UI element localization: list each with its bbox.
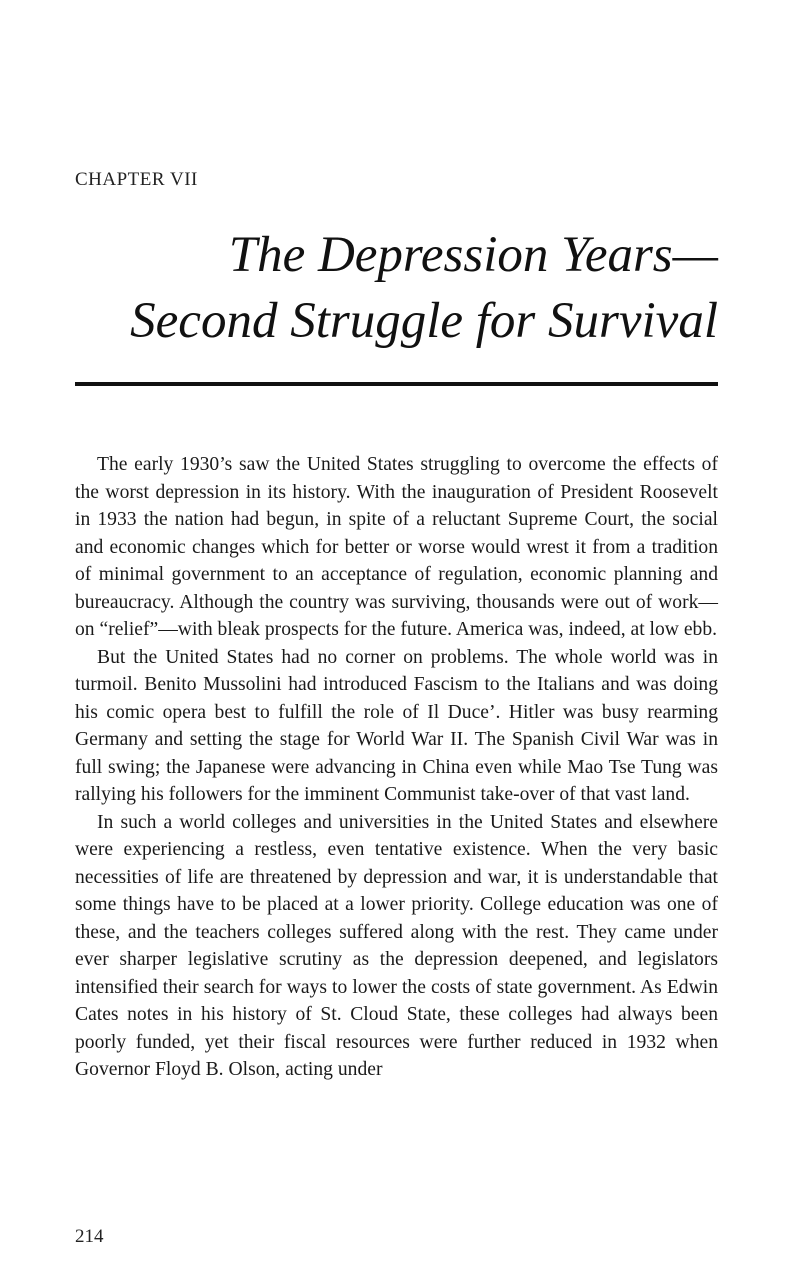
- paragraph-2: But the United States had no corner on problems. The whole world was in turmoil. Benito Mussolini had introduced Fascism to the Italians and was doing his comic opera best to fulfill the role of Il Duce’. Hitler was busy rearming Germany and setting the stage for World War II. The Spanish Civil War was in full swing; the Japanese were advancing in China even while Mao Tse Tung was rallying his followers for the imminent Communist take-over of that vast land.: [75, 646, 718, 805]
- paragraph-1: The early 1930’s saw the United States struggling to overcome the effects of the worst depression in its history. With the inauguration of President Roosevelt in 1933 the nation had begun, in spite of a reluctant Supreme Court, the social and economic changes which for better or worse would wrest it from a tradition of minimal government to an acceptance of regulation, economic planning and bureaucracy. Although the country was surviving, thousands were out of work—on “relief”—with bleak prospects for the future. America was, indeed, at low ebb.: [75, 454, 718, 640]
- chapter-title-line-1: The Depression Years—: [228, 227, 718, 283]
- chapter-title-line-2: Second Struggle for Survival: [130, 293, 718, 349]
- page-number: 214: [75, 1226, 104, 1247]
- title-divider-rule: [75, 382, 718, 386]
- chapter-label: CHAPTER VII: [75, 169, 198, 190]
- paragraph-3: In such a world colleges and universities in the United States and elsewhere were experiencing a restless, even tentative existence. When the very basic necessities of life are threatened by depression and war, it is understandable that some things have to be placed at a lower priority. College education was one of these, and the teachers colleges suffered along with the rest. They came under ever sharper legislative scrutiny as the depression deepened, and legislators intensified their search for ways to lower the costs of state government. As Edwin Cates notes in his history of St. Cloud State, these colleges had always been poorly funded, yet their fiscal resources were further reduced in 1932 when Governor Floyd B. Olson, acting under: [75, 811, 718, 1080]
- chapter-title: [130, 222, 718, 354]
- body-text: [75, 451, 718, 1084]
